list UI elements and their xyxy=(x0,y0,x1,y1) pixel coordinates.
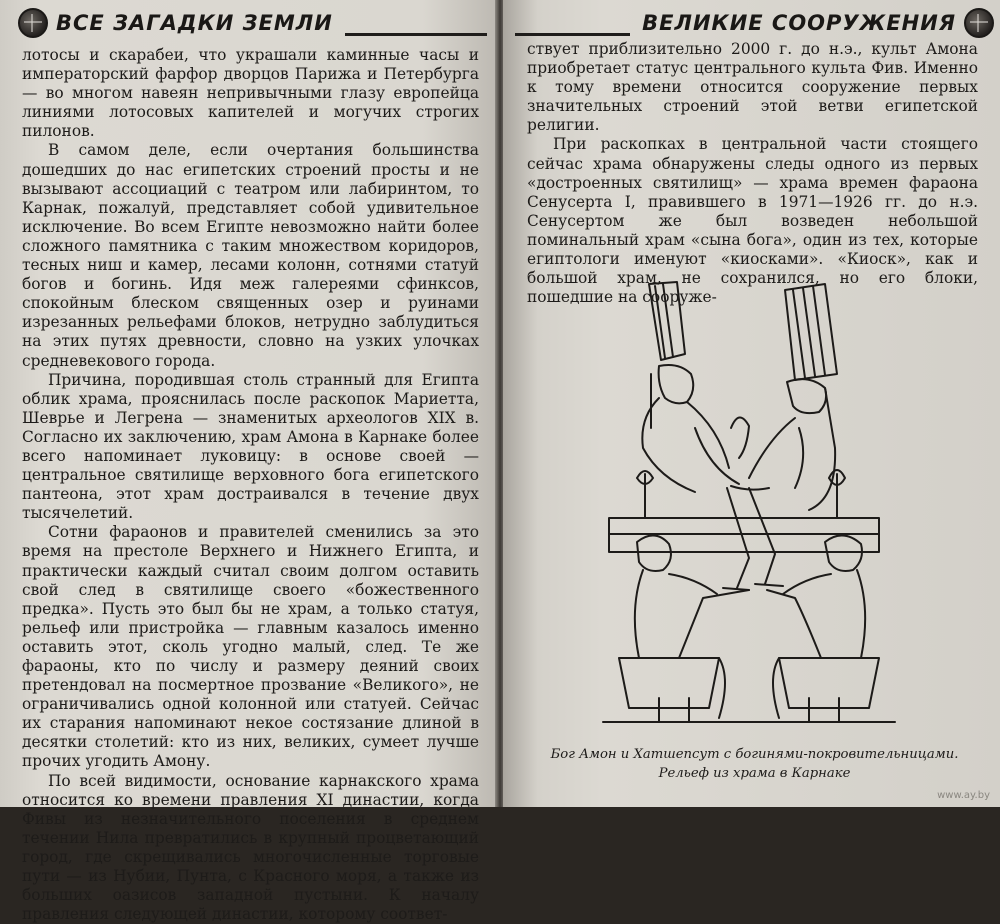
paragraph: При раскопках в центральной части стоящего сейчас храма обнаружены следы одного из первых «достроенных святилищ» — храма времен фараона Сенусерта I, правившего в 1971—1926 гг. до н.э. Сенусертом же был возведен небольшой поминальный храм «сына бога», один из тех, которые египтологи именуют «киосками». «Киоск», как и большой храм, не сохранился, но его блоки, пошедшие на сооруже- xyxy=(527,135,978,307)
globe-icon xyxy=(18,8,48,38)
figure-caption: Бог Амон и Хатшепсут с богинями-покровительницами. Рельеф из храма в Карнаке xyxy=(550,747,959,781)
header-rule xyxy=(515,33,630,36)
right-body-text xyxy=(527,40,978,307)
paragraph: Причина, породившая столь странный для Египта облик храма, прояснилась после раскопок Мариетта, Шеврье и Легрена — знаменитых археологов XIX в. Согласно их заключению, храм Амона в Карнаке более всего напоминает луковицу: в основе своей — центральное святилище верховного бога египетского пантеона, этот храм достраивался в течение двух тысячелетий. xyxy=(22,370,479,523)
left-body-text xyxy=(22,46,479,924)
paragraph: ствует приблизительно 2000 г. до н.э., культ Амона приобретает статус центрального культа Фив. Именно к тому времени относится сооружение первых значительных строений этой ветви египетской религии. xyxy=(527,40,978,135)
right-page xyxy=(503,0,1000,807)
watermark: www.ay.by xyxy=(937,790,990,801)
left-page xyxy=(0,0,497,924)
paragraph: Сотни фараонов и правителей сменились за это время на престоле Верхнего и Нижнего Египта, и практически каждый считал своим долгом оставить свой след в святилище своего «божественного предка». Пусть это был бы не храм, а только статуя, рельеф или пристройка — главным казалось именно оставить этот, сколь угодно малый, след. Те же фараоны, кто по числу и размеру деяний своих претендовал на посмертное прозвание «Великого», не ограничивались одной колонной или статуей. Сейчас их старания напоминают некое состязание длиной в десятки столетий: кто из них, великих, сумеет лучше прочих угодить Амону. xyxy=(22,523,479,771)
paragraph: По всей видимости, основание карнакского храма относится ко времени правления XI династии, когда Фивы из незначительного поселения в среднем течении Нила превратились в крупный процветающий город, где скрещивались многочисленные торговые пути — из Нубии, Пунта, с Красного моря, а также из больших оазисов западной пустыни. К началу правления следующей династии, которому соответ- xyxy=(22,771,479,924)
paragraph: В самом деле, если очертания большинства дошедших до нас египетских строений просты и не вызывают ассоциаций с театром или лабиринтом, то Карнак, пожалуй, представляет собой удивительное исключение. Во всем Египте невозможно найти более сложного памятника с таким множеством коридоров, тесных ниш и камер, лесами колонн, сотнями статуй богов и богинь. Идя меж галереями сфинксов, спокойным блеском священных озер и руинами изрезанных рельефами блоков, нетрудно заблудиться на этих путях древности, словно на узких улочках средневекового города. xyxy=(22,141,479,370)
right-running-header xyxy=(515,6,994,40)
left-running-header xyxy=(18,6,487,40)
paragraph: лотосы и скарабеи, что украшали каминные часы и императорский фарфор дворцов Парижа и Петербурга — во многом навеян непривычными глазу европейца линиями лотосовых капителей и могучих строгих пилонов. xyxy=(22,46,479,141)
globe-icon xyxy=(964,8,994,38)
left-running-title: ВСЕ ЗАГАДКИ ЗЕМЛИ xyxy=(56,11,333,35)
right-running-title: ВЕЛИКИЕ СООРУЖЕНИЯ xyxy=(642,11,956,35)
header-rule xyxy=(345,33,487,36)
relief-illustration xyxy=(599,278,899,738)
